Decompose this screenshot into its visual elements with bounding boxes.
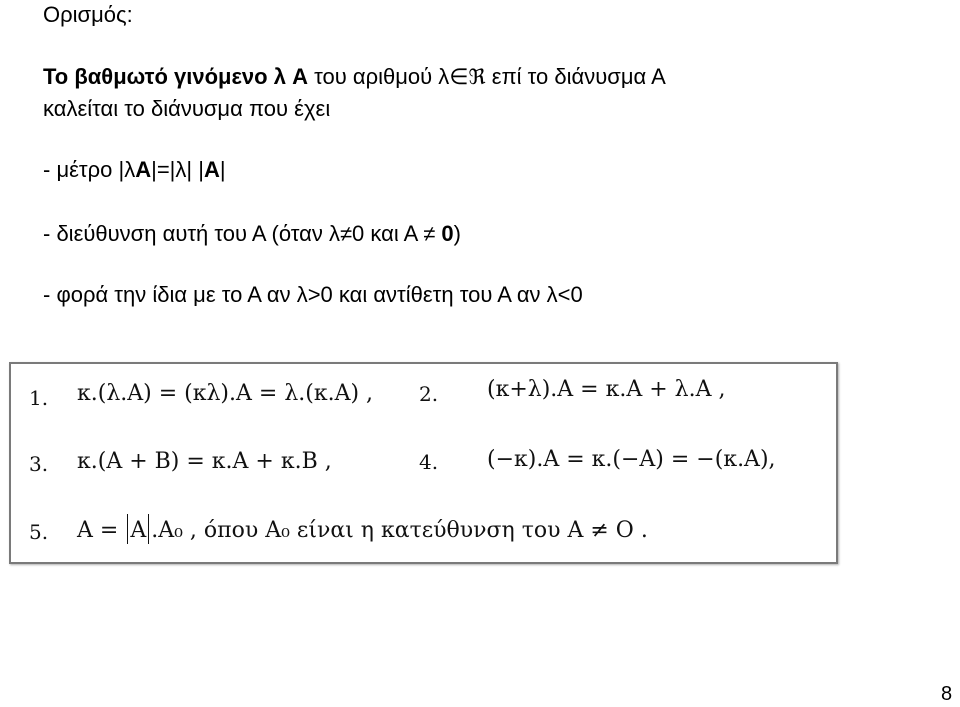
- magnitude-lhs: |λ: [118, 157, 136, 182]
- absolute-bar-right: [148, 514, 149, 544]
- zero-vector: 0: [441, 221, 454, 246]
- property-formula: (−κ).Α = κ.(−Α) = −(κ.Α),: [487, 447, 776, 472]
- property-number: 5.: [29, 520, 49, 544]
- definition-text-b: επί το διάνυσμα Α: [491, 64, 666, 89]
- direction-line: [43, 221, 461, 247]
- property-number: 1.: [29, 386, 49, 410]
- definition-text-a: του αριθμού λ∈: [314, 64, 469, 89]
- reals-symbol: ℜ: [468, 65, 486, 89]
- direction-text: - διεύθυνση αυτή του Α (όταν λ≠0 και Α ≠: [43, 221, 442, 246]
- property-formula: κ.(Α + Β) = κ.Α + κ.Β ,: [77, 449, 332, 474]
- formula-part-b: Α: [130, 518, 147, 543]
- definition-vector-A: Α: [292, 64, 308, 89]
- property-number: 3.: [29, 452, 49, 476]
- definition-lambda: λ: [273, 64, 286, 89]
- absolute-bar-left: [127, 514, 128, 544]
- magnitude-end: |: [219, 157, 226, 182]
- sense-line: - φορά την ίδια με το Α αν λ>0 και αντίθετη του Α αν λ<0: [43, 282, 583, 307]
- definition-line-2: καλείται το διάνυσμα που έχει: [43, 96, 331, 121]
- magnitude-vector-A: Α: [135, 157, 152, 182]
- formula-part-a: Α =: [77, 518, 119, 543]
- property-number: 2.: [419, 382, 439, 406]
- magnitude-vector-A2: Α: [203, 157, 220, 182]
- page-number: 8: [941, 683, 953, 705]
- property-formula: (κ+λ).Α = κ.Α + λ.Α ,: [487, 377, 726, 402]
- definition-term: Το βαθμωτό γινόμενο: [43, 64, 268, 89]
- property-formula: κ.(λ.Α) = (κλ).Α = λ.(κ.Α) ,: [77, 381, 374, 406]
- page-title: Ορισμός:: [43, 2, 133, 27]
- magnitude-line: [43, 157, 226, 183]
- definition-line-1: [43, 64, 666, 90]
- magnitude-prefix: - μέτρο: [43, 157, 113, 182]
- property-formula: [77, 514, 648, 545]
- magnitude-rhs: |=|λ| |: [151, 157, 204, 182]
- property-number: 4.: [419, 450, 439, 474]
- direction-end: ): [453, 221, 461, 246]
- formula-part-c: .Α₀ , όπου Α₀ είναι η κατεύθυνση του Α ≠ Ο .: [151, 518, 648, 543]
- properties-panel: [9, 362, 838, 564]
